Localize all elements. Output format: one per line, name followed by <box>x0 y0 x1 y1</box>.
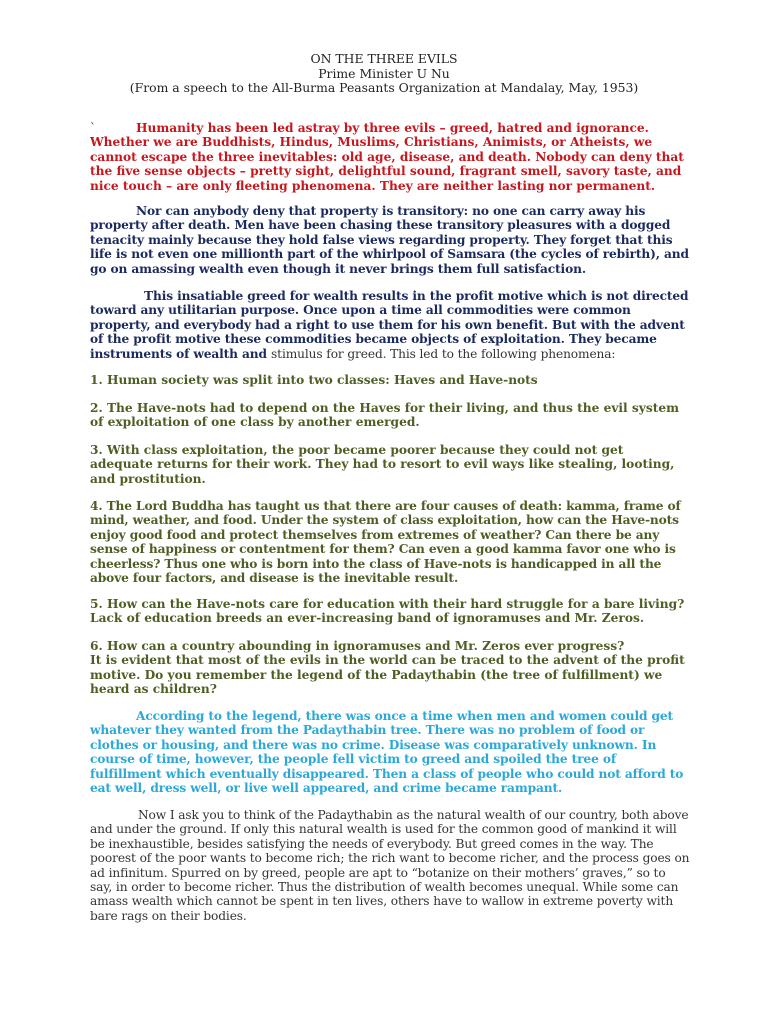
list-item-3: 3. With class exploitation, the poor became poorer because they could not get adequate returns for their work. They had to resort to evil ways like stealing, looting, and prostitution. <box>90 443 675 486</box>
document-author: Prime Minister U Nu <box>318 65 450 81</box>
paragraph-legend <box>90 709 690 795</box>
paragraph-closing-text: Now I ask you to think of the Padaythabin as the natural wealth of our country, both above and under the ground. If only this natural wealth is used for the common good of mankind it will be inexhaustible, besides satisfying the needs of everybody. But greed comes in the way. The poorest of the poor wants to become rich; the rich want to become richer, and the process goes on ad infinitum. Spurred on by greed, people are apt to “botanize on their mothers’ graves,” so to say, in order to become richer. Thus the distribution of wealth becomes unequal. While some can amass wealth which cannot be spent in ten lives, others have to wallow in extreme poverty with bare rags on their bodies. <box>90 808 690 923</box>
paragraph-three-evils-text: Humanity has been led astray by three evils – greed, hatred and ignorance. Whether we are Buddhists, Hindus, Muslims, Christians, Animists, or Atheists, we cannot escape the three inevitables: old age, disease, and death. Nobody can deny that the five sense objects – pretty sight, delightful sound, fragrant smell, savory taste, and nice touch – are only fleeting phenomena. They are neither lasting nor permanent. <box>90 121 684 193</box>
paragraph-insatiable-greed-bold: This insatiable greed for wealth results in the profit motive which is not directed toward any utilitarian purpose. Once upon a time all commodities were common property, and everybody had a right to use them for his own benefit. But with the advent of the profit motive these commodities became objects of exploitation. They became instruments of wealth and <box>90 289 689 361</box>
list-item-4: 4. The Lord Buddha has taught us that there are four causes of death: kamma, frame of mind, weather, and food. Under the system of class exploitation, how can the Have-nots enjoy good food and protect themselves from extremes of weather? Can there be any sense of happiness or contentment for them? Can even a good kamma favor one who is cheerless? Thus one who is born into the class of Have-nots is handicapped in all the above four factors, and disease is the inevitable result. <box>90 499 681 586</box>
paragraph-insatiable-greed-plain: stimulus for greed. This led to the following phenomena: <box>271 346 616 361</box>
paragraph-legend-text: According to the legend, there was once a time when men and women could get whatever they wanted from the Padaythabin tree. There was no problem of food or clothes or housing, and there was no crime. Disease was comparatively unknown. In course of time, however, the people fell victim to greed and spoiled the tree of fulfillment which eventually disappeared. Then a class of people who could not afford to eat well, dress well, or live well appeared, and crime became rampant. <box>90 709 684 796</box>
paragraph-property-transitory <box>90 204 690 276</box>
paragraph-closing <box>90 808 690 923</box>
paragraph-property-transitory-text: Nor can anybody deny that property is transitory: no one can carry away his property after death. Men have been chasing these transitory pleasures with a dogged tenacity mainly because they hold false views regarding property. They forget that this life is not even one millionth part of the whirlpool of Samsara (the cycles of rebirth), and go on amassing wealth even though it never brings them full satisfaction. <box>90 204 689 276</box>
list-item-6 <box>90 639 690 697</box>
document-header <box>0 52 768 96</box>
list-item-1: 1. Human society was split into two classes: Haves and Have-nots <box>90 373 538 387</box>
list-item-5: 5. How can the Have-nots care for education with their hard struggle for a bare living? Lack of education breeds an ever-increasing band of ignoramuses and Mr. Zeros. <box>90 597 685 626</box>
paragraph-insatiable-greed <box>90 289 690 361</box>
stray-mark: ` <box>90 121 97 135</box>
paragraph-three-evils <box>90 121 690 193</box>
document-title: ON THE THREE EVILS <box>310 51 458 66</box>
document-source: (From a speech to the All-Burma Peasants Organization at Mandalay, May, 1953) <box>129 80 639 96</box>
list-item-6-text: 6. How can a country abounding in ignoramuses and Mr. Zeros ever progress? <box>90 639 625 653</box>
list-item-2: 2. The Have-nots had to depend on the Haves for their living, and thus the evil system of exploitation of one class by another emerged. <box>90 401 679 430</box>
list-item-6-continuation: It is evident that most of the evils in the world can be traced to the advent of the profit motive. Do you remember the legend of the Padaythabin (the tree of fulfillment) we heard as children? <box>90 653 685 697</box>
